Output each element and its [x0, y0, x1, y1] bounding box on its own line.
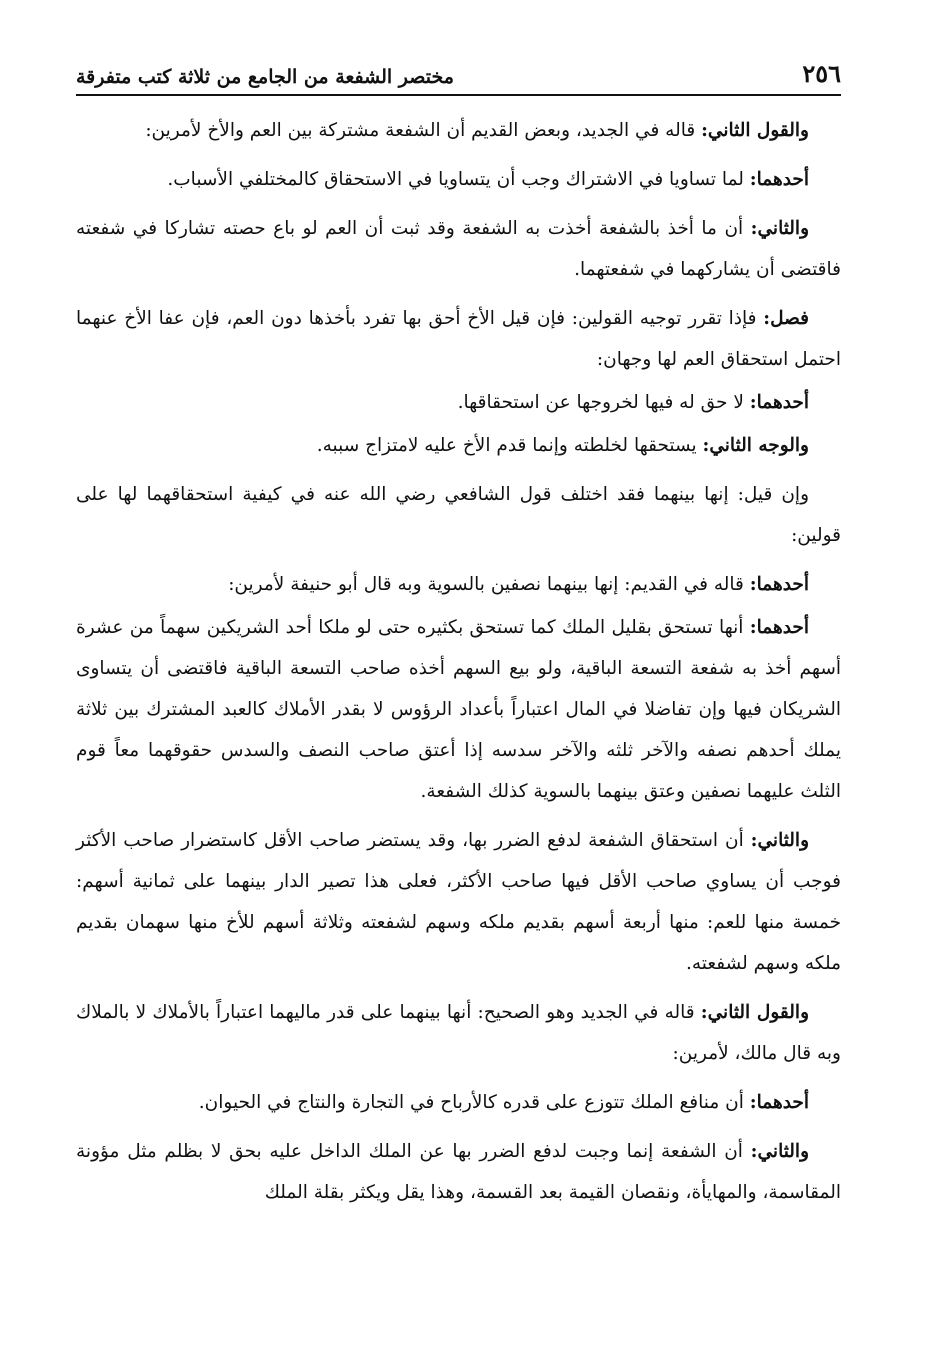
page-number: ٢٥٦ — [802, 59, 841, 88]
paragraph — [76, 425, 841, 466]
paragraph-lead: أحدهما: — [749, 574, 809, 595]
paragraph — [76, 564, 841, 605]
paragraph — [76, 1131, 841, 1213]
paragraph-lead: أحدهما: — [749, 169, 809, 190]
paragraph-text: وإن قيل: إنها بينهما فقد اختلف قول الشافعي رضي الله عنه في كيفية استحقاقهما لها على قولين: — [76, 484, 841, 546]
paragraph-lead: فصل: — [763, 308, 809, 329]
page-header — [76, 56, 841, 96]
paragraph-text: لا حق له فيها لخروجها عن استحقاقها. — [457, 392, 750, 413]
paragraph — [76, 1082, 841, 1123]
paragraph-text: أن الشفعة إنما وجبت لدفع الضرر بها عن الملك الداخل عليه بحق لا بظلم مثل مؤونة المقاسمة، والمهايأة، ونقصان القيمة بعد القسمة، وهذا يقل ويكثر بقلة الملك — [76, 1141, 841, 1203]
paragraph-lead: والقول الثاني: — [701, 120, 809, 141]
paragraph-text: أن منافع الملك تتوزع على قدره كالأرباح في التجارة والنتاج في الحيوان. — [198, 1092, 750, 1113]
paragraph — [76, 382, 841, 423]
paragraph — [76, 208, 841, 290]
paragraph-lead: والوجه الثاني: — [702, 435, 809, 456]
paragraph — [76, 159, 841, 200]
book-page — [76, 56, 841, 1221]
paragraph-text: قاله في القديم: إنها بينهما نصفين بالسوية وبه قال أبو حنيفة لأمرين: — [228, 574, 750, 595]
paragraph — [76, 820, 841, 984]
paragraph-text: أن ما أخذ بالشفعة أخذت به الشفعة وقد ثبت أن العم لو باع حصته تشاركا في شفعته فاقتضى أن يشاركهما في شفعتهما. — [76, 218, 841, 280]
paragraph-lead: والقول الثاني: — [700, 1002, 810, 1023]
body-text — [76, 110, 841, 1213]
paragraph-lead: والثاني: — [750, 830, 809, 851]
paragraph — [76, 607, 841, 812]
paragraph — [76, 298, 841, 380]
paragraph-text: أن استحقاق الشفعة لدفع الضرر بها، وقد يستضر صاحب الأقل كاستضرار صاحب الأكثر فوجب أن يساوي صاحب الأقل فيها صاحب الأكثر، فعلى هذا تصير الدار بينهما على ثمانية أسهم: خمسة منها للعم: منها أربعة أسهم بقديم ملكه وسهم لشفعته وثلاثة أسهم للأخ منها سهمان بقديم ملكه وسهم لشفعته. — [76, 830, 841, 974]
paragraph-text: لما تساويا في الاشتراك وجب أن يتساويا في الاستحقاق كالمختلفي الأسباب. — [167, 169, 750, 190]
paragraph-lead: أحدهما: — [749, 392, 809, 413]
paragraph-text: أنها تستحق بقليل الملك كما تستحق بكثيره حتى لو ملكا أحد الشريكين سهماً من عشرة أسهم أخذ به شفعة التسعة الباقية، ولو بيع السهم أخذه صاحب التسعة الباقية فاقتضى أن يتساوى الشريكان فيها وإن تفاضلا في المال اعتباراً بأعداد الرؤوس لا بقدر الأملاك كالعبد المشترك بين ثلاثة يملك أحدهم نصفه والآخر ثلثه والآخر سدسه إذا أعتق صاحب النصف والسدس حقوقهما معاً قوم الثلث عليهما نصفين وعتق بينهما بالسوية كذلك الشفعة. — [76, 617, 841, 802]
paragraph-lead: أحدهما: — [749, 1092, 809, 1113]
paragraph-lead: والثاني: — [750, 1141, 809, 1162]
running-title: مختصر الشفعة من الجامع من ثلاثة كتب متفرقة — [76, 66, 454, 88]
paragraph-text: يستحقها لخلطته وإنما قدم الأخ عليه لامتزاج سببه. — [316, 435, 703, 456]
paragraph — [76, 474, 841, 556]
paragraph — [76, 110, 841, 151]
paragraph-text: قاله في الجديد، وبعض القديم أن الشفعة مشتركة بين العم والأخ لأمرين: — [145, 120, 702, 141]
paragraph-lead: والثاني: — [750, 218, 809, 239]
paragraph-lead: أحدهما: — [749, 617, 809, 638]
paragraph — [76, 992, 841, 1074]
paragraph-text: قاله في الجديد وهو الصحيح: أنها بينهما على قدر ماليهما اعتباراً بالأملاك لا بالملاك وبه قال مالك، لأمرين: — [76, 1002, 841, 1064]
paragraph-text: فإذا تقرر توجيه القولين: فإن قيل الأخ أحق بها تفرد بأخذها دون العم، فإن عفا الأخ عنهما احتمل استحقاق العم لها وجهان: — [76, 308, 841, 370]
